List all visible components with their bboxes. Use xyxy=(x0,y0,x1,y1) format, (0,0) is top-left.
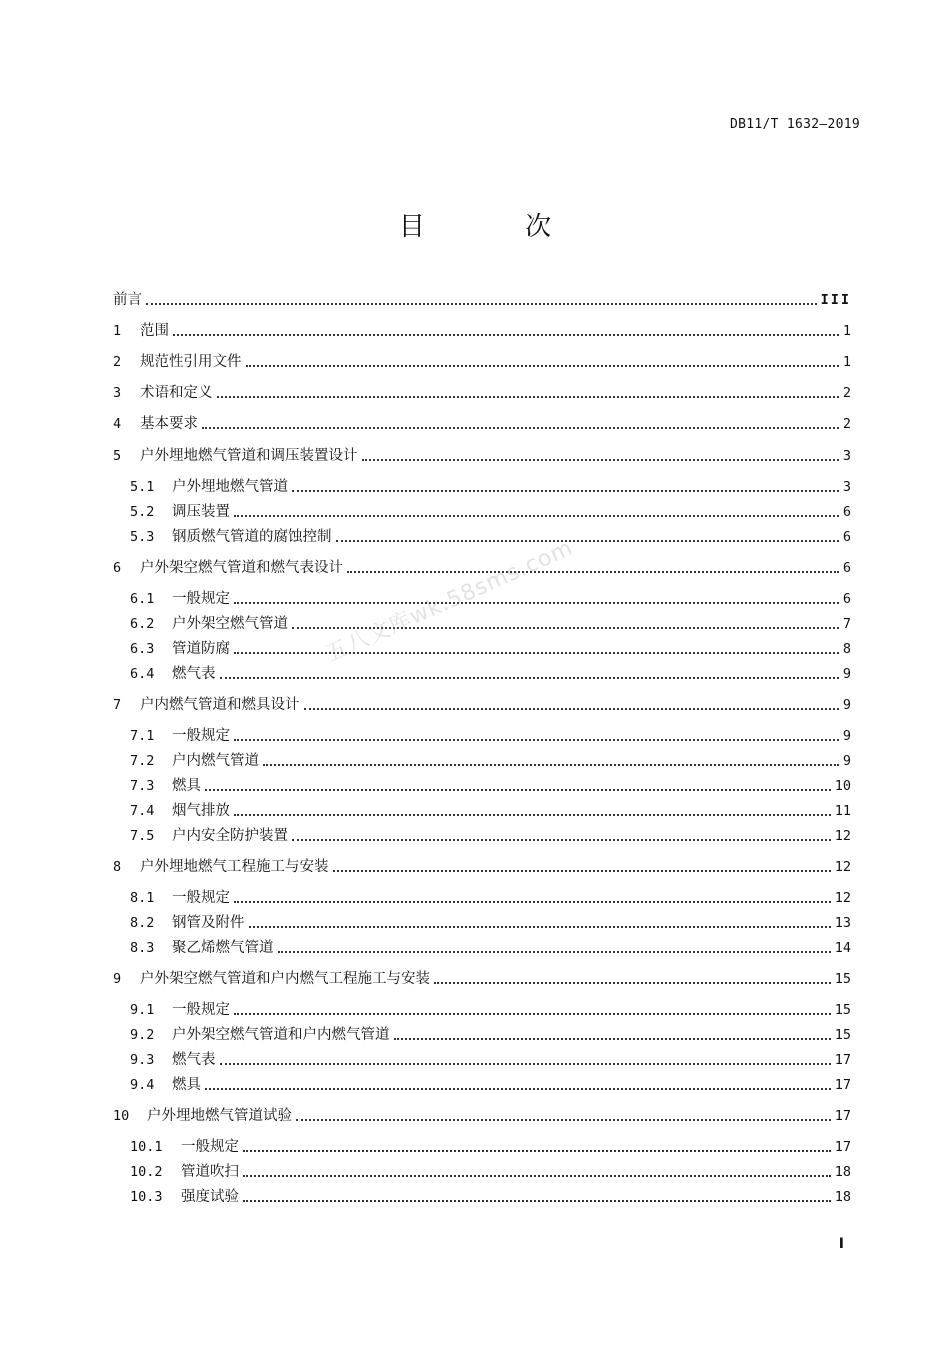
toc-entry-page: 17 xyxy=(834,1052,851,1068)
toc-entry-page: 2 xyxy=(842,416,851,432)
toc-dot-leader xyxy=(234,515,839,517)
toc-entry[interactable] xyxy=(130,499,851,521)
toc-entry-page: 9 xyxy=(842,728,851,744)
toc-entry-number: 5.1 xyxy=(130,479,155,495)
toc-entry-label: 规范性引用文件 xyxy=(140,354,242,370)
toc-entry[interactable] xyxy=(130,1047,851,1069)
toc-entry[interactable] xyxy=(130,611,851,633)
toc-entry-number: 7.4 xyxy=(130,803,155,819)
toc-entry-label: 前言 xyxy=(113,292,142,308)
toc-entry-label: 燃具 xyxy=(172,1077,201,1093)
toc-dot-leader xyxy=(249,926,831,928)
toc-dot-leader xyxy=(220,677,839,679)
toc-entry-page: 12 xyxy=(834,828,851,844)
toc-entry[interactable] xyxy=(130,1072,851,1094)
toc-dot-leader xyxy=(394,1038,831,1040)
toc-entry-page: 12 xyxy=(834,890,851,906)
toc-entry-number: 1 xyxy=(113,323,122,339)
toc-entry-label: 户外架空燃气管道 xyxy=(172,616,288,632)
toc-entry[interactable] xyxy=(130,748,851,770)
toc-dot-leader xyxy=(234,901,831,903)
toc-entry-page: 9 xyxy=(842,697,851,713)
toc-dot-leader xyxy=(304,708,839,710)
toc-dot-leader xyxy=(278,951,831,953)
watermark: 五八文库wk.58sms.com xyxy=(322,535,578,668)
toc-dot-leader xyxy=(336,540,839,542)
toc-entry-number: 9.3 xyxy=(130,1052,155,1068)
toc-entry-label: 聚乙烯燃气管道 xyxy=(172,940,274,956)
toc-entry-number: 9.2 xyxy=(130,1027,155,1043)
toc-entry-number: 8.1 xyxy=(130,890,155,906)
toc-entry-label: 烟气排放 xyxy=(172,803,230,819)
toc-entry-label: 户外架空燃气管道和户内燃气管道 xyxy=(172,1027,390,1043)
toc-entry-label: 户外埋地燃气管道和调压装置设计 xyxy=(140,448,358,464)
toc-dot-leader xyxy=(146,303,817,305)
toc-entry-number: 5.3 xyxy=(130,529,155,545)
toc-dot-leader xyxy=(347,571,839,573)
toc-entry-page: 15 xyxy=(834,1027,851,1043)
toc-dot-leader xyxy=(234,602,839,604)
toc-entry-number: 6 xyxy=(113,560,122,576)
toc-entry-label: 钢管及附件 xyxy=(172,915,245,931)
toc-entry-page: 6 xyxy=(842,591,851,607)
toc-entry[interactable] xyxy=(130,798,851,820)
toc-entry-label: 一般规定 xyxy=(172,890,230,906)
toc-entry[interactable] xyxy=(113,1103,851,1125)
toc-entry-label: 户内燃气管道 xyxy=(172,753,259,769)
toc-entry-page: 2 xyxy=(842,385,851,401)
toc-entry-label: 一般规定 xyxy=(172,1002,230,1018)
toc-dot-leader xyxy=(243,1200,831,1202)
toc-entry-number: 5.2 xyxy=(130,504,155,520)
toc-entry[interactable] xyxy=(130,823,851,845)
toc-entry[interactable] xyxy=(113,966,851,988)
toc-entry-label: 户外埋地燃气管道 xyxy=(172,479,288,495)
document-code: DB11/T 1632—2019 xyxy=(729,117,860,132)
toc-dot-leader xyxy=(205,789,831,791)
toc-entry[interactable] xyxy=(130,723,851,745)
toc-entry-label: 范围 xyxy=(140,323,169,339)
toc-dot-leader xyxy=(205,1088,831,1090)
toc-entry-page: 6 xyxy=(842,529,851,545)
toc-entry-number: 7.1 xyxy=(130,728,155,744)
toc-dot-leader xyxy=(263,764,839,766)
toc-entry-label: 强度试验 xyxy=(181,1189,239,1205)
toc-dot-leader xyxy=(292,839,831,841)
toc-entry-page: 15 xyxy=(834,971,851,987)
toc-entry-page: 17 xyxy=(834,1077,851,1093)
toc-entry[interactable] xyxy=(130,636,851,658)
toc-entry[interactable] xyxy=(113,318,851,340)
toc-entry[interactable] xyxy=(130,1184,851,1206)
toc-entry-number: 8 xyxy=(113,859,122,875)
toc-entry-label: 基本要求 xyxy=(140,416,198,432)
toc-entry[interactable] xyxy=(130,997,851,1019)
toc-entry-number: 7 xyxy=(113,697,122,713)
toc-dot-leader xyxy=(217,396,839,398)
toc-entry[interactable] xyxy=(130,1022,851,1044)
toc-entry-label: 燃气表 xyxy=(172,1052,216,1068)
toc-entry-label: 户外架空燃气管道和燃气表设计 xyxy=(140,560,343,576)
toc-entry[interactable] xyxy=(130,524,851,546)
toc-entry[interactable] xyxy=(113,287,851,309)
toc-entry-page: 17 xyxy=(834,1139,851,1155)
toc-entry-label: 燃气表 xyxy=(172,666,216,682)
toc-entry-page: 9 xyxy=(842,666,851,682)
toc-entry-label: 调压装置 xyxy=(172,504,230,520)
toc-entry[interactable] xyxy=(113,380,851,402)
toc-entry-page: 11 xyxy=(834,803,851,819)
toc-entry-number: 9.4 xyxy=(130,1077,155,1093)
toc-entry-page: 3 xyxy=(842,448,851,464)
toc-entry-number: 5 xyxy=(113,448,122,464)
toc-entry-number: 9 xyxy=(113,971,122,987)
toc-entry-number: 4 xyxy=(113,416,122,432)
toc-entry-page: 15 xyxy=(834,1002,851,1018)
toc-entry-page: 13 xyxy=(834,915,851,931)
toc-entry-page: III xyxy=(820,292,851,308)
toc-entry[interactable] xyxy=(113,443,851,465)
toc-entry-number: 6.1 xyxy=(130,591,155,607)
toc-entry-label: 一般规定 xyxy=(172,728,230,744)
toc-entry-page: 6 xyxy=(842,504,851,520)
toc-dot-leader xyxy=(292,490,839,492)
toc-dot-leader xyxy=(362,459,839,461)
toc-entry-label: 户外架空燃气管道和户内燃气工程施工与安装 xyxy=(140,971,430,987)
toc-entry[interactable] xyxy=(113,349,851,371)
toc-entry[interactable] xyxy=(130,935,851,957)
toc-dot-leader xyxy=(234,739,839,741)
toc-dot-leader xyxy=(296,1119,831,1121)
toc-entry-page: 1 xyxy=(842,354,851,370)
toc-entry[interactable] xyxy=(130,910,851,932)
toc-entry-page: 8 xyxy=(842,641,851,657)
toc-entry[interactable] xyxy=(130,1134,851,1156)
toc-entry[interactable] xyxy=(130,885,851,907)
toc-dot-leader xyxy=(243,1150,831,1152)
toc-entry-page: 9 xyxy=(842,753,851,769)
toc-entry[interactable] xyxy=(130,474,851,496)
toc-entry-number: 2 xyxy=(113,354,122,370)
toc-entry-page: 10 xyxy=(834,778,851,794)
toc-entry-number: 6.4 xyxy=(130,666,155,682)
toc-title: 目 次 xyxy=(398,212,598,242)
toc-entry[interactable] xyxy=(113,854,851,876)
toc-entry-page: 3 xyxy=(842,479,851,495)
toc-entry-number: 7.3 xyxy=(130,778,155,794)
page-number: I xyxy=(838,1236,844,1252)
toc-entry-number: 9.1 xyxy=(130,1002,155,1018)
toc-entry-number: 10 xyxy=(113,1108,130,1124)
toc-dot-leader xyxy=(202,427,839,429)
toc-dot-leader xyxy=(434,982,831,984)
toc-entry-label: 户外埋地燃气管道试验 xyxy=(147,1108,292,1124)
toc-entry-number: 10.3 xyxy=(130,1189,163,1205)
toc-entry-page: 1 xyxy=(842,323,851,339)
toc-entry-page: 7 xyxy=(842,616,851,632)
toc-dot-leader xyxy=(234,814,831,816)
toc-entry[interactable] xyxy=(130,1159,851,1181)
toc-entry-label: 燃具 xyxy=(172,778,201,794)
toc-entry-number: 7.5 xyxy=(130,828,155,844)
toc-entry-page: 18 xyxy=(834,1164,851,1180)
toc-entry-label: 术语和定义 xyxy=(140,385,213,401)
toc-entry[interactable] xyxy=(113,411,851,433)
toc-entry[interactable] xyxy=(113,692,851,714)
toc-entry-label: 管道防腐 xyxy=(172,641,230,657)
toc-entry-label: 户内安全防护装置 xyxy=(172,828,288,844)
toc-dot-leader xyxy=(246,365,839,367)
toc-entry-page: 12 xyxy=(834,859,851,875)
toc-dot-leader xyxy=(173,334,839,336)
toc-entry-number: 6.2 xyxy=(130,616,155,632)
toc-entry-page: 17 xyxy=(834,1108,851,1124)
toc-entry[interactable] xyxy=(130,773,851,795)
toc-entry-label: 钢质燃气管道的腐蚀控制 xyxy=(172,529,332,545)
toc-entry-label: 一般规定 xyxy=(181,1139,239,1155)
toc-entry-label: 管道吹扫 xyxy=(181,1164,239,1180)
toc-entry-number: 8.3 xyxy=(130,940,155,956)
toc-entry-number: 7.2 xyxy=(130,753,155,769)
toc-dot-leader xyxy=(234,1013,831,1015)
toc-entry-number: 10.2 xyxy=(130,1164,163,1180)
toc-dot-leader xyxy=(220,1063,831,1065)
toc-dot-leader xyxy=(243,1175,831,1177)
toc-entry-number: 10.1 xyxy=(130,1139,163,1155)
toc-entry-number: 8.2 xyxy=(130,915,155,931)
toc-entry-page: 14 xyxy=(834,940,851,956)
toc-entry-label: 户外埋地燃气工程施工与安装 xyxy=(140,859,329,875)
toc-dot-leader xyxy=(333,870,831,872)
toc-entry-page: 18 xyxy=(834,1189,851,1205)
toc-entry-page: 6 xyxy=(842,560,851,576)
toc-entry[interactable] xyxy=(130,661,851,683)
toc-entry-number: 6.3 xyxy=(130,641,155,657)
toc-entry-label: 户内燃气管道和燃具设计 xyxy=(140,697,300,713)
toc-entry-label: 一般规定 xyxy=(172,591,230,607)
toc-entry-number: 3 xyxy=(113,385,122,401)
